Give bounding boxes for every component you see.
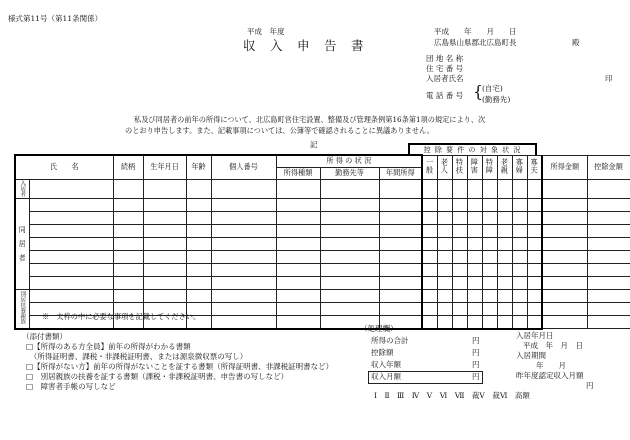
side-cohabitant: 同 居 者	[15, 199, 29, 290]
processing-deduction-label: 控除額	[371, 348, 394, 357]
table-row[interactable]	[15, 179, 630, 199]
attachment-item-3[interactable]: □ 別居親族の扶養を証する書類（課税・非課税証明書、申告書の写しなど）	[26, 372, 289, 381]
attachment-item-2[interactable]: □【所得がない方】前年の所得がないことを証する書類（所得証明書、非課税証明書など）	[26, 362, 334, 371]
table-row[interactable]	[15, 238, 630, 251]
income-group-header: 所 得 の 状 況	[276, 155, 422, 167]
moved-in-label: 入居年月日	[516, 331, 554, 340]
col-deduction-4: 障害	[467, 155, 482, 179]
processing-total-income-label: 所得の合計	[371, 336, 409, 345]
table-row[interactable]	[15, 199, 630, 212]
phone-brace: {	[473, 82, 484, 101]
phone-label: 電 話 番 号	[426, 91, 464, 100]
col-dob: 生年月日	[143, 155, 186, 179]
phone-work[interactable]: (勤務先)	[482, 95, 511, 104]
col-deduction-7: 寡婦	[512, 155, 527, 179]
col-age: 年齢	[186, 155, 211, 179]
processing-monthly-unit: 円	[472, 372, 480, 381]
table-row[interactable]	[15, 277, 630, 290]
room-number-label: 住 宅 番 号	[426, 64, 464, 73]
table-row[interactable]	[15, 264, 630, 277]
processing-deduction-unit: 円	[472, 348, 480, 357]
intro-line-1: 私及び同居者の前年の所得について、北広島町営住宅設置、整備及び管理条例第16条第1項の規定により、次	[134, 115, 486, 124]
table-row[interactable]	[15, 225, 630, 238]
moved-in-date: 平成 年 月 日	[523, 341, 583, 350]
document-title: 収 入 申 告 書	[243, 38, 365, 53]
col-employer: 勤務先等	[320, 167, 379, 179]
attachments-heading: （添付書類）	[22, 332, 67, 341]
submission-date[interactable]: 平成 年 月 日	[434, 27, 517, 36]
processing-monthly-label: 収入月額	[371, 372, 401, 381]
col-deduction-5: 特障	[482, 155, 497, 179]
residence-period-value: 年 月	[536, 361, 566, 370]
note: ※ 太枠の中に必要な事項を記載してください。	[42, 312, 201, 321]
col-deduction-2: 老人	[437, 155, 452, 179]
processing-annual-unit: 円	[472, 360, 480, 369]
col-deduction-6: 老親	[497, 155, 512, 179]
table-row[interactable]	[15, 290, 630, 303]
table-row[interactable]	[15, 212, 630, 225]
col-relation: 続柄	[113, 155, 143, 179]
side-resident: 入居者	[15, 179, 29, 199]
col-deduction-1: 一般	[422, 155, 437, 179]
deduction-group-header: 控 除 要 件 の 対 象 状 況	[408, 143, 537, 155]
col-deduction-3: 特扶	[452, 155, 467, 179]
intro-line-2: のとおり申告します。また、記載事項については、公簿等で確認されることに異議ありません。	[125, 126, 434, 135]
fiscal-year: 平成 年度	[247, 27, 285, 36]
prev-rent-unit: 円	[586, 381, 594, 390]
col-deduction-8: 寡夫	[527, 155, 542, 179]
income-table	[14, 154, 630, 330]
processing-annual-label: 収入年額	[371, 360, 401, 369]
ki-label: 記	[310, 140, 318, 149]
honorific: 殿	[572, 38, 580, 47]
form-number: 様式第11号（第11条関係）	[8, 14, 103, 23]
col-income-type: 所得種類	[276, 167, 320, 179]
addressee: 広島県山県郡北広島町長	[434, 38, 517, 47]
col-deduction-amount: 控除金額	[587, 155, 630, 179]
grade-list: Ⅰ Ⅱ Ⅲ Ⅳ Ⅴ Ⅵ Ⅶ 裁Ⅴ 裁Ⅵ 高額	[374, 391, 530, 400]
complex-name-label: 団 地 名 称	[426, 54, 464, 63]
attachment-item-1[interactable]: □【所得のある方全員】前年の所得がわかる書類	[26, 342, 191, 351]
residence-period-label: 入居期間	[516, 351, 546, 360]
col-name: 氏 名	[15, 155, 113, 179]
side-separate-dependents: 別居扶養親族	[15, 290, 29, 329]
phone-home[interactable]: (自宅)	[482, 84, 503, 93]
attachment-item-4[interactable]: □ 障害者手帳の写しなど	[26, 382, 116, 391]
resident-name-label: 入居者氏名	[426, 74, 464, 83]
processing-total-income-unit: 円	[472, 336, 480, 345]
col-income-amount: 所得金額	[542, 155, 587, 179]
seal-mark: 印	[605, 74, 613, 83]
attachment-item-1-detail: （所得証明書、課税・非課税証明書、または源泉徴収票の写し）	[26, 352, 248, 361]
col-annual-income: 年間所得	[379, 167, 422, 179]
col-personal-number: 個人番号	[211, 155, 276, 179]
processing-heading: （処理欄）	[360, 324, 398, 333]
prev-rent-label: 昨年度認定収入月額	[516, 371, 584, 380]
table-row[interactable]	[15, 251, 630, 264]
